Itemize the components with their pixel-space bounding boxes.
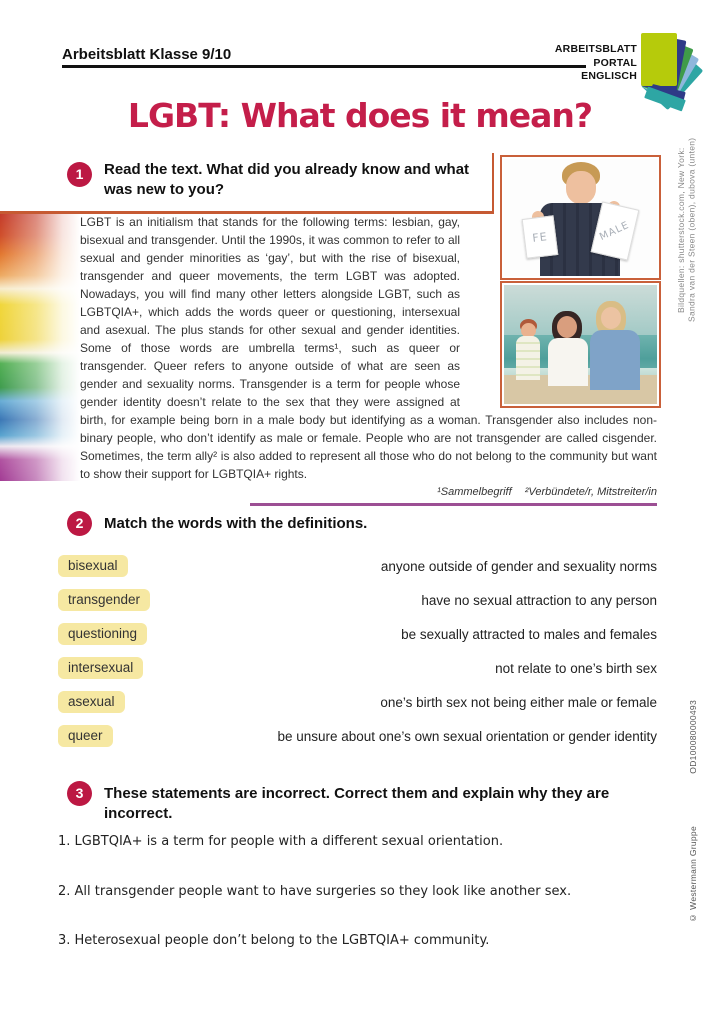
match-row xyxy=(58,549,657,583)
photo2-scene xyxy=(504,285,657,404)
page-title: LGBT: What does it mean? xyxy=(127,96,593,135)
match-row xyxy=(58,617,657,651)
header-rule xyxy=(62,65,586,68)
match-row xyxy=(58,685,657,719)
footnote-1: ¹Sammelbegriff xyxy=(437,486,512,498)
logo-line-3: ENGLISCH xyxy=(581,70,637,82)
task2-number-badge: 2 xyxy=(67,511,92,536)
statement-1: 1. LGBTQIA+ is a term for people with a different sexual orientation. xyxy=(58,834,504,849)
photo-family-at-beach xyxy=(500,281,661,408)
torn-paper-fe-text: FE xyxy=(531,229,549,245)
copyright-notice: © Westermann Gruppe xyxy=(688,826,698,923)
match-row xyxy=(58,719,657,753)
boy-face xyxy=(566,171,596,204)
match-definition-1[interactable]: anyone outside of gender and sexuality norms xyxy=(380,558,657,574)
photo1-scene xyxy=(504,159,657,276)
dark-haired-woman-head xyxy=(557,316,577,338)
rainbow-fade-overlay xyxy=(0,214,80,481)
blonde-woman-head xyxy=(601,307,621,329)
task3-heading: These statements are incorrect. Correct them and explain why they are incorrect. xyxy=(104,785,610,822)
task3-number-badge: 3 xyxy=(67,781,92,806)
match-definition-2[interactable]: have no sexual attraction to any person xyxy=(421,592,657,608)
task2-heading: Match the words with the definitions. xyxy=(104,515,368,532)
match-word-questioning[interactable]: questioning xyxy=(58,623,147,645)
blonde-woman-body xyxy=(590,330,640,390)
order-code: OD100080000493 xyxy=(688,700,698,774)
match-exercise xyxy=(58,549,657,753)
match-definition-4[interactable]: not relate to one’s birth sex xyxy=(495,660,657,676)
header-title: Arbeitsblatt Klasse 9/10 xyxy=(62,46,232,63)
rainbow-stripe xyxy=(0,214,80,481)
footnote-rule xyxy=(250,503,657,506)
statement-2: 2. All transgender people want to have surgeries so they look like another sex. xyxy=(58,884,572,899)
baby-body xyxy=(516,336,540,380)
match-definition-3[interactable]: be sexually attracted to males and females xyxy=(401,626,657,642)
match-word-bisexual[interactable]: bisexual xyxy=(58,555,128,577)
match-word-transgender[interactable]: transgender xyxy=(58,589,150,611)
task1-heading: Read the text. What did you already know and what was new to you? xyxy=(104,161,470,198)
image-credits-line-1: Bildquellen: shutterstock.com, New York: xyxy=(676,147,686,313)
logo-wordmark xyxy=(520,43,637,84)
match-row xyxy=(58,651,657,685)
match-word-asexual[interactable]: asexual xyxy=(58,691,125,713)
task1-number-badge: 1 xyxy=(67,162,92,187)
statement-3: 3. Heterosexual people don’t belong to the LGBTQIA+ community. xyxy=(58,933,490,948)
logo-line-1: ARBEITSBLATT xyxy=(554,43,637,55)
logo-line-2: PORTAL xyxy=(593,56,637,69)
match-row xyxy=(58,583,657,617)
image-credits xyxy=(676,80,697,380)
reading-paragraph: LGBT is an initialism that stands for the following terms: lesbian, gay, bisexual and transgender. Until the 1990s, it was common to refer to all sexual and gender minorities as ‘gay’, but with the rise of bisexual, transgender and queer movements, the term LGBT was adopted. Nowadays, you will find many other letters alongside LGBT, such as LGBTQIA+, which adds the words queer or questioning, intersexual and asexual. The plus stands for other sexual and gender identities. Some of those words are umbrella terms¹, such as queer or transgender. Queer refers to anyone outside of what are seen as gender and sexuality norms. Transgender is a term for people whose gender identity doesn’t relate to the sex that they were assigned at birth, for example being born in a male body but identifying as a woman. Transgender also includes non-binary people, who don’t identify as male or female. People who are not transgender are called cisgender. Sometimes, the term ally² is also added to represent all those who do not belong to the community but want to show their support for LGBTQIA+ rights. xyxy=(80,215,657,481)
image-credits-line-2: Sandra van der Steen (oben), dubova (unten) xyxy=(686,137,697,323)
match-definition-6[interactable]: be unsure about one’s own sexual orientation or gender identity xyxy=(277,728,657,744)
match-word-queer[interactable]: queer xyxy=(58,725,113,747)
footnote xyxy=(300,486,657,498)
logo-card-lime xyxy=(641,33,677,86)
torn-paper-male-text: MALE xyxy=(598,219,632,243)
dark-haired-woman-body xyxy=(548,338,588,386)
torn-paper-fe xyxy=(522,215,559,259)
task1-frame xyxy=(0,153,494,214)
footnote-2: ²Verbündete/r, Mitstreiter/in xyxy=(524,486,657,498)
match-definition-5[interactable]: one’s birth sex not being either male or female xyxy=(380,694,657,710)
photo-boy-tearing-female-sign xyxy=(500,155,661,280)
match-word-intersexual[interactable]: intersexual xyxy=(58,657,143,679)
